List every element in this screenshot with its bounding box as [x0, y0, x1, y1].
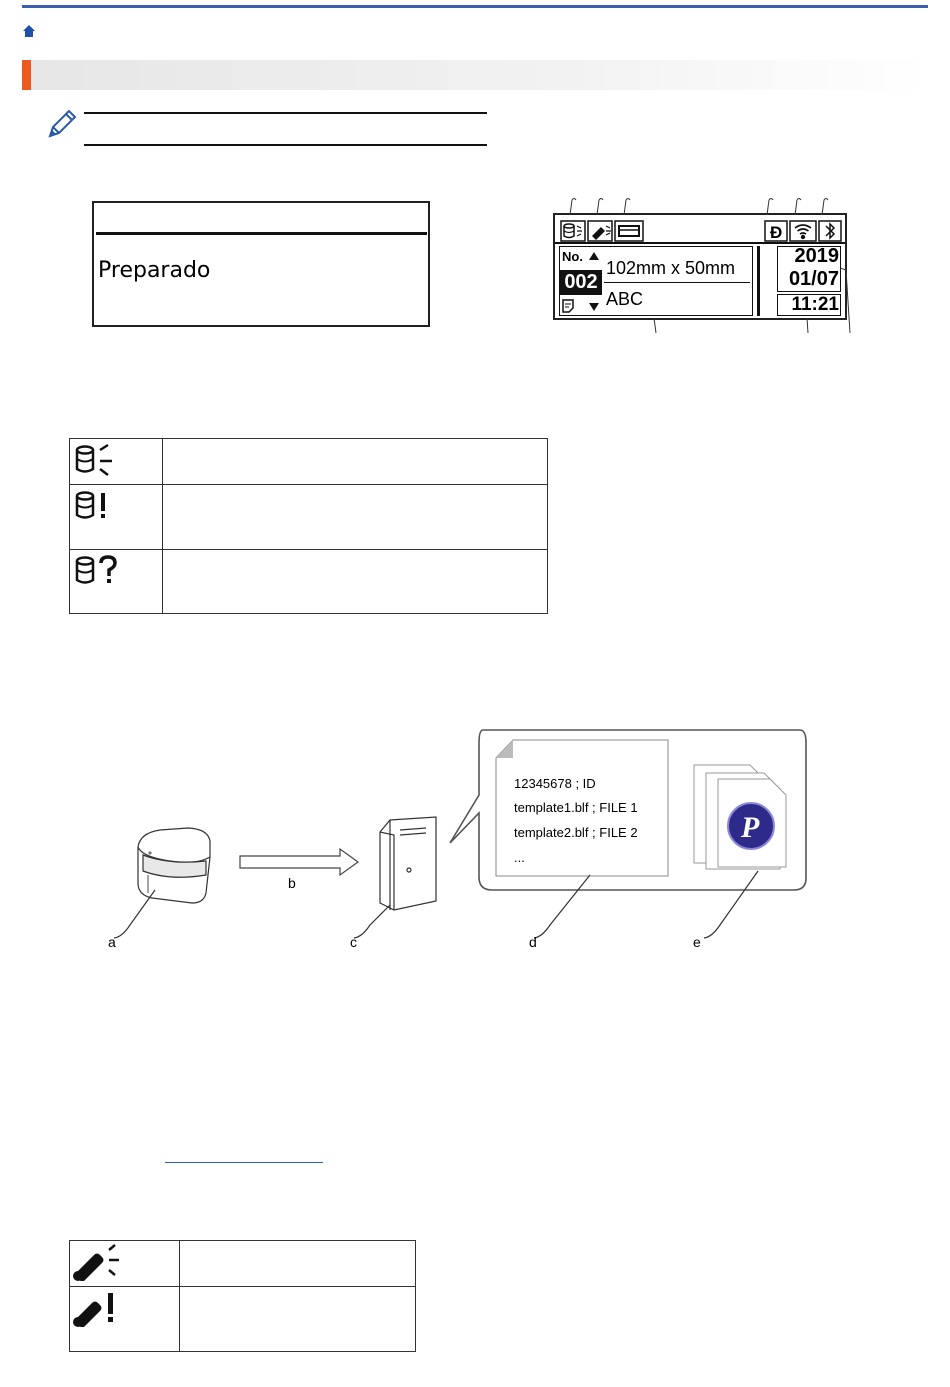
pencil-icon: [44, 108, 78, 142]
lcd-status-text: Preparado: [98, 258, 211, 283]
editor-lite-icon: Đ: [770, 223, 783, 242]
reference-link[interactable]: [165, 1162, 323, 1163]
template-name: ABC: [606, 289, 644, 309]
database-error-icon: [70, 485, 130, 525]
no-label: No.: [562, 249, 583, 264]
database-status-table: [69, 438, 548, 614]
table-cell-desc: [180, 1287, 416, 1352]
network-diagram: [100, 725, 820, 955]
lcd-simple-rule: [96, 232, 427, 235]
table-cell-desc: [163, 485, 548, 550]
table-cell-icon: [70, 439, 163, 485]
label-e: e: [693, 934, 701, 950]
table-cell-icon: [70, 1241, 180, 1287]
note-bottom-rule: [84, 144, 487, 146]
doc-line-1: 12345678 ; ID: [514, 776, 596, 791]
doc-line-2: template1.blf ; FILE 1: [514, 800, 638, 815]
usb-sending-icon: [70, 1241, 130, 1281]
label-c: c: [350, 934, 357, 950]
table-cell-desc: [180, 1241, 416, 1287]
p-logo: P: [741, 811, 760, 844]
table-cell-icon: [70, 1287, 180, 1352]
template-number: 002: [560, 270, 602, 295]
p-template-files: [694, 765, 786, 869]
time-text: 11:21: [791, 294, 839, 315]
label-b: b: [288, 875, 296, 891]
printer-illustration: [138, 828, 210, 903]
table-cell-icon: [70, 550, 163, 614]
year-text: 2019: [794, 245, 839, 267]
doc-line-3: template2.blf ; FILE 2: [514, 825, 638, 840]
title-accent: [22, 60, 31, 90]
table-cell-desc: [163, 550, 548, 614]
database-sending-icon: [70, 439, 130, 479]
top-rule: [22, 5, 928, 8]
table-cell-icon: [70, 485, 163, 550]
media-size: 102mm x 50mm: [606, 258, 736, 278]
date-text: 01/07: [788, 268, 839, 290]
table-cell-desc: [163, 439, 548, 485]
note-top-rule: [84, 112, 487, 114]
section-title-bar: [22, 60, 928, 90]
transfer-arrow: [240, 849, 358, 875]
usb-status-table: [69, 1240, 416, 1352]
database-unknown-icon: [70, 550, 130, 590]
home-icon[interactable]: [22, 24, 36, 38]
label-a: a: [108, 934, 116, 950]
server-illustration: [380, 817, 436, 910]
usb-error-icon: [70, 1287, 130, 1327]
callout-lines: [550, 196, 860, 336]
label-d: d: [529, 934, 537, 950]
doc-line-4: ...: [514, 850, 525, 865]
